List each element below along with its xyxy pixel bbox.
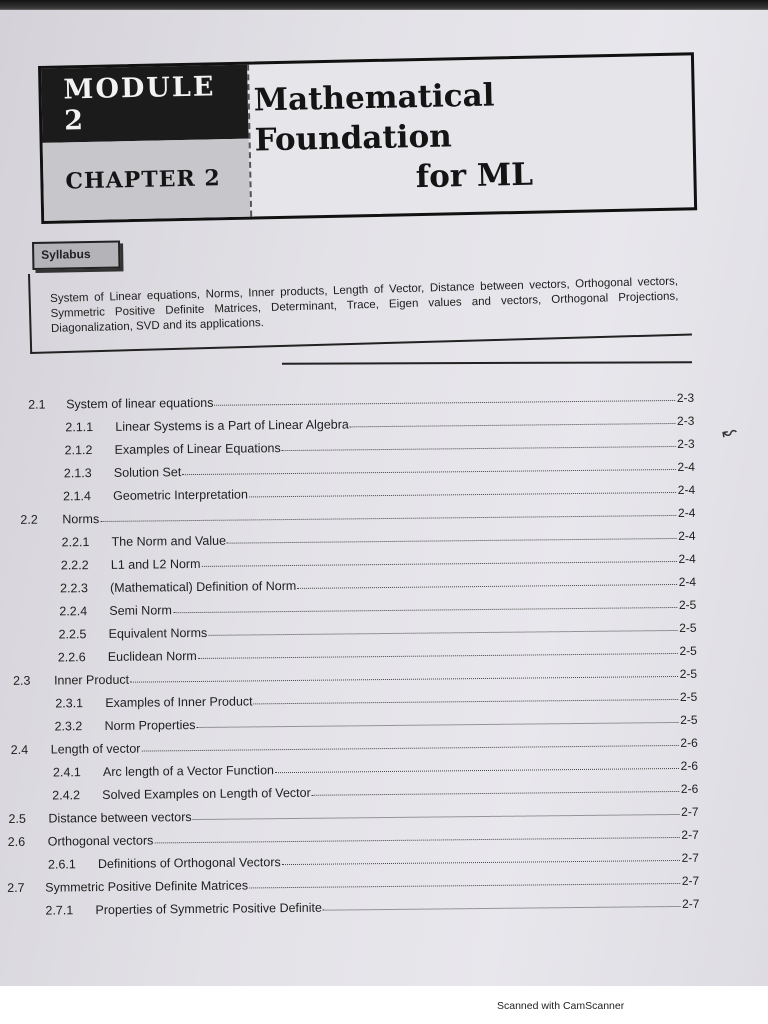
toc-entry-number: 2.1.3 (63, 466, 92, 481)
toc-entry-number: 2.2.3 (60, 581, 88, 596)
toc-entry (53, 755, 698, 780)
section-rule (282, 361, 692, 364)
toc-entry-title: Inner Product (53, 672, 130, 688)
toc-entry (55, 686, 697, 711)
toc-entry-page: 2-5 (679, 620, 697, 635)
toc-entry (52, 778, 698, 803)
toc-entry-number: 2.5 (8, 811, 26, 826)
toc-entry-number: 2.3.2 (54, 719, 83, 734)
toc-entry (58, 640, 697, 665)
toc-leader (275, 768, 679, 773)
toc-entry-page: 2-4 (678, 551, 696, 566)
toc-entry-page: 2-6 (680, 781, 699, 796)
toc-entry (64, 456, 695, 481)
toc-entry-title: Euclidean Norm (107, 648, 197, 664)
toc-entry-title: Properties of Symmetric Positive Definite (95, 900, 322, 918)
toc-entry-page: 2-3 (676, 413, 695, 428)
toc-leader (282, 446, 676, 451)
toc-entry-title: Solved Examples on Length of Vector (102, 785, 311, 802)
toc-entry (63, 479, 695, 504)
toc-entry-page: 2-5 (679, 643, 697, 658)
toc-entry (45, 893, 699, 918)
toc-leader (100, 515, 676, 522)
toc-entry-title: Distance between vectors (48, 810, 192, 826)
toc-entry (11, 732, 698, 757)
toc-entry-title: Norm Properties (104, 718, 196, 733)
toc-entry-title: Equivalent Norms (108, 625, 208, 641)
chapter-title-line1: Mathematical Foundation (253, 77, 495, 159)
toc-entry-title: Symmetric Positive Definite Matrices (45, 878, 249, 895)
scanner-watermark: Scanned with CamScanner (497, 1000, 625, 1012)
toc-entry-title: The Norm and Value (111, 533, 227, 549)
toc-entry (61, 525, 695, 550)
toc-entry-page: 2-6 (680, 735, 698, 750)
toc-entry-number: 2.2.6 (57, 650, 86, 665)
chapter-label: CHAPTER 2 (43, 139, 251, 221)
toc-entry-title: Examples of Inner Product (105, 694, 253, 710)
toc-leader (197, 722, 679, 728)
toc-entry-number: 2.2 (20, 512, 38, 527)
chapter-header-box (38, 52, 697, 224)
toc-entry (28, 387, 694, 412)
chapter-title-line2: for ML (415, 156, 534, 196)
toc-entry-number: 2.4 (10, 742, 29, 757)
toc-entry-page: 2-7 (681, 850, 700, 865)
toc-entry-page: 2-7 (681, 804, 699, 819)
toc-entry-number: 2.1.1 (65, 420, 94, 435)
toc-leader (193, 814, 679, 820)
toc-leader (350, 423, 675, 427)
toc-entry-page: 2-3 (676, 390, 695, 405)
toc-entry-number: 2.6 (7, 834, 26, 849)
toc-entry-number: 2.2.4 (59, 604, 88, 619)
toc-entry (7, 870, 699, 895)
syllabus-label: Syllabus (32, 240, 120, 270)
book-page (0, 10, 768, 986)
toc-entry (54, 709, 697, 734)
syllabus-text: System of Linear equations, Norms, Inner products, Length of Vector, Distance between vectors, Orthogonal vectors, Symmetric Positive Definite Matrices, Determinant, Trace, Eigen values and vectors, Orthogonal Projections, Diagonalization, SVD and its applications. (50, 275, 679, 335)
toc-entry-number: 2.4.2 (52, 788, 81, 803)
toc-entry-number: 2.2.1 (61, 535, 90, 550)
toc-entry-page: 2-4 (678, 574, 697, 589)
toc-entry-number: 2.1 (28, 397, 46, 412)
toc-entry-page: 2-4 (678, 528, 696, 543)
toc-entry-number: 2.7.1 (45, 903, 74, 918)
toc-entry (20, 502, 695, 527)
toc-entry-title: L1 and L2 Norm (110, 556, 201, 572)
chapter-title (253, 55, 694, 216)
toc-entry-page: 2-6 (680, 758, 699, 773)
toc-entry (61, 548, 696, 573)
toc-entry-number: 2.6.1 (47, 857, 76, 872)
toc-entry (48, 847, 699, 872)
toc-leader (249, 492, 676, 497)
toc-leader (208, 630, 677, 636)
toc-entry-number: 2.2.2 (60, 558, 89, 573)
toc-leader (182, 469, 675, 475)
toc-entry-page: 2-7 (681, 873, 700, 888)
toc-entry-title: Norms (62, 512, 100, 527)
toc-entry-page: 2-5 (679, 689, 698, 704)
toc-entry-page: 2-4 (677, 482, 696, 497)
toc-entry-number: 2.1.2 (64, 443, 93, 458)
toc-entry-title: Orthogonal vectors (47, 833, 154, 849)
toc-entry (65, 410, 694, 435)
toc-leader (254, 699, 678, 704)
toc-entry-title: Semi Norm (109, 603, 172, 618)
toc-entry (65, 433, 695, 458)
toc-entry (59, 594, 696, 619)
toc-entry (60, 571, 696, 596)
toc-leader (323, 906, 680, 911)
toc-leader (201, 561, 676, 567)
toc-entry-title: Geometric Interpretation (113, 487, 248, 503)
toc-entry-page: 2-3 (677, 436, 695, 451)
toc-entry-title: System of linear equations (66, 395, 214, 412)
toc-leader (227, 538, 676, 544)
module-label: MODULE 2 (41, 65, 249, 143)
toc-entry-page: 2-5 (679, 666, 698, 681)
toc-leader (198, 653, 678, 659)
toc-entry-number: 2.7 (7, 880, 25, 895)
toc-entry-title: Solution Set (113, 465, 182, 480)
toc-entry-page: 2-4 (677, 459, 695, 474)
toc-entry-page: 2-7 (681, 827, 699, 842)
toc-entry-number: 2.3.1 (55, 696, 84, 711)
toc-leader (130, 676, 678, 683)
toc-leader (282, 860, 680, 865)
toc-entry-title: Linear Systems is a Part of Linear Algebra (115, 417, 349, 434)
toc-entry (13, 663, 697, 688)
toc-leader (249, 883, 680, 889)
toc-entry-title: Arc length of a Vector Function (102, 763, 275, 779)
toc-leader (214, 400, 674, 406)
toc-entry (58, 617, 696, 642)
toc-entry-title: Definitions of Orthogonal Vectors (97, 855, 281, 872)
toc-entry (8, 824, 699, 849)
toc-entry-page: 2-5 (678, 597, 697, 612)
toc-entry-number: 2.3 (12, 673, 31, 688)
toc-leader (141, 745, 678, 752)
pen-mark: ↜ (720, 420, 739, 444)
toc-entry (8, 801, 698, 826)
toc-entry-number: 2.1.4 (63, 489, 92, 504)
toc-entry-page: 2-5 (680, 712, 698, 727)
toc-leader (173, 607, 677, 613)
toc-leader (297, 584, 676, 589)
toc-leader (312, 791, 679, 796)
table-of-contents (0, 386, 768, 924)
toc-entry-title: Length of vector (50, 741, 141, 757)
toc-entry-number: 2.2.5 (58, 627, 87, 642)
toc-entry-page: 2-4 (677, 505, 696, 520)
toc-entry-page: 2-7 (682, 896, 700, 911)
toc-entry-title: (Mathematical) Definition of Norm (110, 578, 297, 595)
toc-leader (154, 837, 679, 843)
toc-entry-title: Examples of Linear Equations (114, 441, 281, 457)
toc-entry-number: 2.4.1 (52, 765, 81, 780)
